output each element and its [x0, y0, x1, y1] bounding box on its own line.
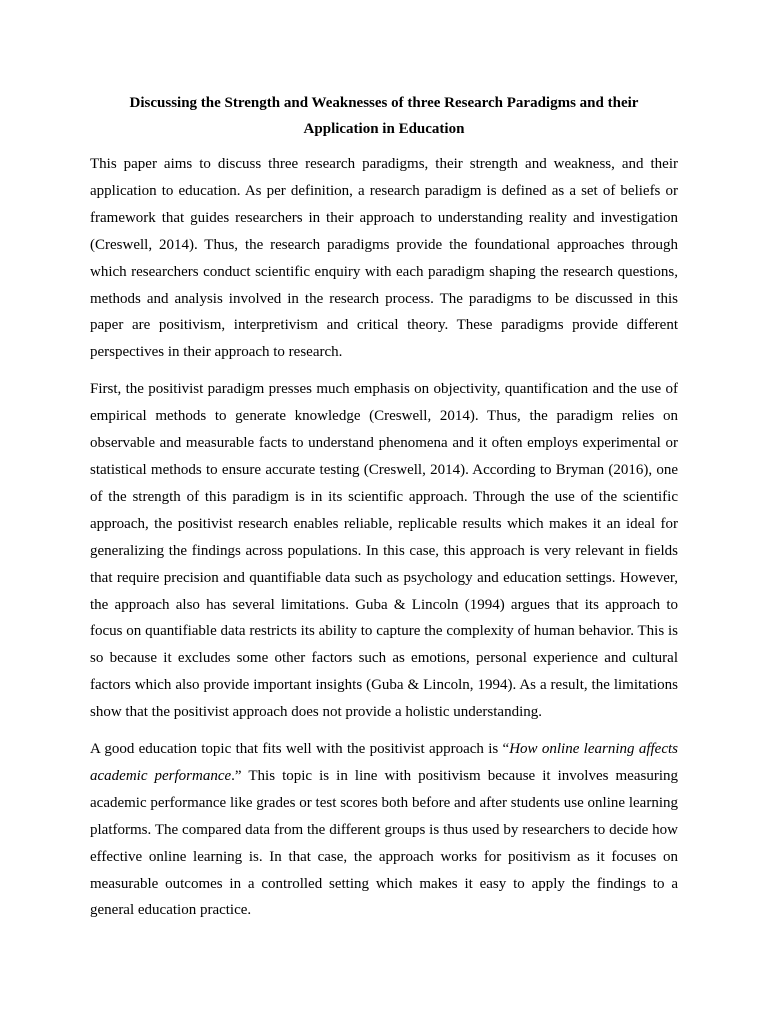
title-line-1: Discussing the Strength and Weaknesses of three Research Paradigms and their [129, 95, 639, 111]
document-title [90, 90, 678, 142]
paragraph-positivism: First, the positivist paradigm presses much emphasis on objectivity, quantification and the use of empirical methods to generate knowledge (Creswell, 2014). Thus, the paradigm relies on observable and measurable facts to understand phenomena and it often employs experimental or statistical methods to ensure accurate testing (Creswell, 2014). According to Bryman (2016), one of the strength of this paradigm is in its scientific approach. Through the use of the scientific approach, the positivist research enables reliable, replicable results which makes it an ideal for generalizing the findings across populations. In this case, this approach is very relevant in fields that require precision and quantifiable data such as psychology and education settings. However, the approach also has several limitations. Guba & Lincoln (1994) argues that its approach to focus on quantifiable data restricts its ability to capture the complexity of human behavior. This is so because it excludes some other factors such as emotions, personal experience and cultural factors which also provide important insights (Guba & Lincoln, 1994). As a result, the limitations show that the positivist approach does not provide a holistic understanding. [90, 381, 678, 721]
paragraph-education-topic [90, 736, 678, 924]
paragraph-topic-lead: A good education topic that fits well with the positivist approach is “ [90, 741, 510, 758]
paragraph-introduction: This paper aims to discuss three research paradigms, their strength and weakness, and their application to education. As per definition, a research paradigm is defined as a set of beliefs or framework that guides researchers in their approach to understanding reality and investigation (Creswell, 2014). Thus, the research paradigms provide the foundational approaches through which researchers conduct scientific enquiry with each paradigm shaping the research questions, methods and analysis involved in the research process. The paradigms to be discussed in this paper are positivism, interpretivism and critical theory. These paradigms provide different perspectives in their approach to research. [90, 156, 678, 361]
document-body [90, 151, 678, 934]
paragraph-topic-rest: .” This topic is in line with positivism because it involves measuring academic performance like grades or test scores both before and after students use online learning platforms. The compared data from the different groups is thus used by researchers to decide how effective online learning is. In that case, the approach works for positivism as it focuses on measurable outcomes in a controlled setting which makes it easy to apply the findings to a general education practice. [90, 767, 678, 919]
paragraph-topic-title: How online learning affects academic performance [90, 741, 678, 784]
title-line-2: Application in Education [303, 121, 465, 137]
